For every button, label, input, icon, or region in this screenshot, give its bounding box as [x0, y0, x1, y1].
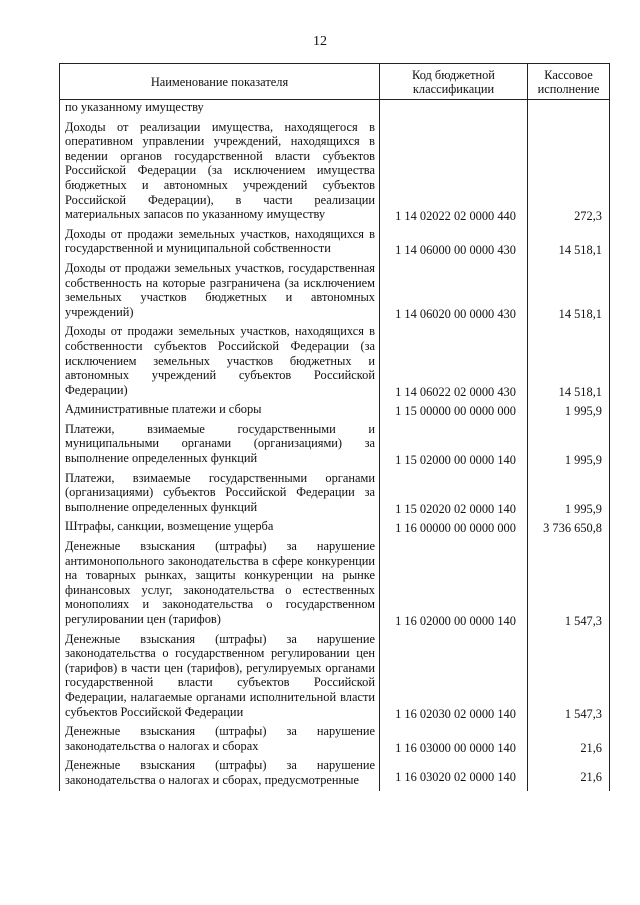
table-row: [60, 118, 610, 225]
row-indicator-name: Доходы от продажи земельных участков, находящихся в собственности субъектов Российской Федерации (за исключением земельных участков бюджетных и автономных учреждений субъектов Российской Федерации): [60, 322, 380, 400]
header-cash-execution: Кассовое исполнение: [528, 64, 610, 100]
row-amount: 14 518,1: [528, 322, 610, 400]
row-budget-code: 1 16 00000 00 0000 000: [380, 517, 528, 537]
table-row: [60, 420, 610, 469]
row-budget-code: 1 16 02000 00 0000 140: [380, 537, 528, 630]
table-row: [60, 469, 610, 518]
row-amount: 21,6: [528, 756, 610, 790]
row-amount: 1 547,3: [528, 537, 610, 630]
row-indicator-name: Платежи, взимаемые государственными и муниципальными органами (организациями) за выполнение определенных функций: [60, 420, 380, 469]
header-indicator-name: Наименование показателя: [60, 64, 380, 100]
row-indicator-name: Административные платежи и сборы: [60, 400, 380, 420]
row-amount: 1 995,9: [528, 420, 610, 469]
row-indicator-name: Платежи, взимаемые государственными органами (организациями) субъектов Российской Федерации за выполнение определенных функций: [60, 469, 380, 518]
row-amount: 1 995,9: [528, 400, 610, 420]
header-budget-code: Код бюджетной классификации: [380, 64, 528, 100]
row-indicator-name: Доходы от продажи земельных участков, находящихся в государственной и муниципальной собственности: [60, 225, 380, 259]
row-budget-code: 1 15 02000 00 0000 140: [380, 420, 528, 469]
row-indicator-name: Денежные взыскания (штрафы) за нарушение антимонопольного законодательства в сфере конкуренции на товарных рынках, защиты конкуренции на рынке финансовых услуг, законодательства о естественных монополиях и законодательства о государственном регулировании цен (тарифов): [60, 537, 380, 630]
page-number: 12: [313, 34, 327, 49]
row-indicator-name: Доходы от продажи земельных участков, государственная собственность на которые разграничена (за исключением земельных участков бюджетных и автономных учреждений): [60, 259, 380, 322]
row-indicator-name: Денежные взыскания (штрафы) за нарушение законодательства о налогах и сборах, предусмотренные: [60, 756, 380, 790]
row-budget-code: 1 16 03000 00 0000 140: [380, 722, 528, 756]
row-amount: 3 736 650,8: [528, 517, 610, 537]
table-row: [60, 517, 610, 537]
row-budget-code: 1 16 03020 02 0000 140: [380, 756, 528, 790]
budget-execution-table: [59, 63, 610, 791]
table-row: [60, 756, 610, 790]
table-row: [60, 322, 610, 400]
row-amount: 14 518,1: [528, 225, 610, 259]
table-header-row: [60, 64, 610, 100]
table-row: [60, 537, 610, 630]
row-budget-code: [380, 100, 528, 118]
row-budget-code: 1 14 06022 02 0000 430: [380, 322, 528, 400]
row-amount: 1 547,3: [528, 630, 610, 723]
row-amount: [528, 100, 610, 118]
row-budget-code: 1 14 02022 02 0000 440: [380, 118, 528, 225]
table-row: [60, 225, 610, 259]
table-row: [60, 400, 610, 420]
row-amount: 272,3: [528, 118, 610, 225]
table-row: [60, 259, 610, 322]
row-indicator-name: Денежные взыскания (штрафы) за нарушение законодательства о налогах и сборах: [60, 722, 380, 756]
row-budget-code: 1 15 00000 00 0000 000: [380, 400, 528, 420]
row-amount: 14 518,1: [528, 259, 610, 322]
row-amount: 1 995,9: [528, 469, 610, 518]
row-indicator-name: Денежные взыскания (штрафы) за нарушение законодательства о государственном регулировании цен (тарифов) в части цен (тарифов), регулируемых органами государственной власти субъектов Российской Федерации, налагаемые органами исполнительной власти субъектов Российской Федерации: [60, 630, 380, 723]
table-row: [60, 630, 610, 723]
table-row: [60, 100, 610, 118]
row-budget-code: 1 14 06020 00 0000 430: [380, 259, 528, 322]
row-amount: 21,6: [528, 722, 610, 756]
row-budget-code: 1 15 02020 02 0000 140: [380, 469, 528, 518]
row-indicator-name: Доходы от реализации имущества, находящегося в оперативном управлении учреждений, находящихся в ведении органов государственной власти субъектов Российской Федерации (за исключением имущества бюджетных и автономных учреждений субъектов Российской Федерации), в части реализации материальных запасов по указанному имуществу: [60, 118, 380, 225]
row-budget-code: 1 14 06000 00 0000 430: [380, 225, 528, 259]
table-row: [60, 722, 610, 756]
row-indicator-name: по указанному имуществу: [60, 100, 380, 118]
row-budget-code: 1 16 02030 02 0000 140: [380, 630, 528, 723]
row-indicator-name: Штрафы, санкции, возмещение ущерба: [60, 517, 380, 537]
